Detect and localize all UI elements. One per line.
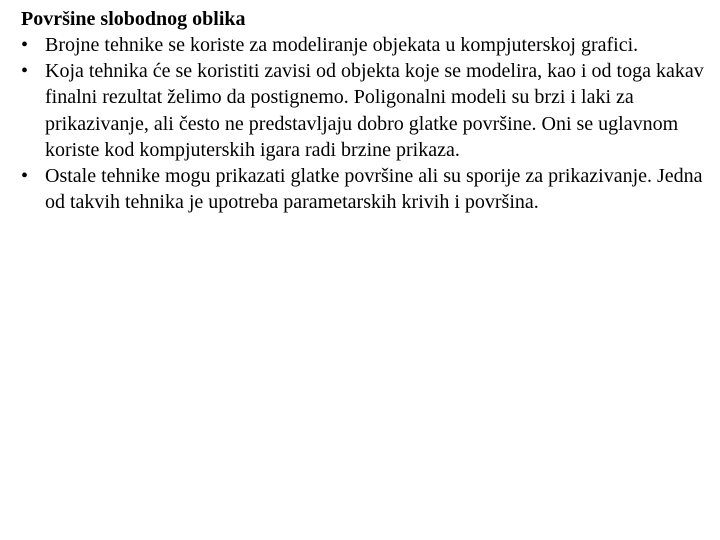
bullet-item bbox=[21, 32, 711, 58]
bullet-item bbox=[21, 163, 711, 215]
bullet-text: Brojne tehnike se koriste za modeliranje objekata u kompjuterskoj grafici. bbox=[45, 34, 639, 56]
bullet-point-icon: • bbox=[21, 60, 29, 83]
slide-title: Površine slobodnog oblika bbox=[21, 8, 246, 30]
bullet-text: Koja tehnika će se koristiti zavisi od objekta koje se modelira, kao i od toga kakav finalni rezultat želimo da postignemo. Poligonalni modeli su brzi i laki za prikazivanje, ali često ne predstavljaju dobro glatke površine. Oni se uglavnom koriste kod kompjuterskih igara radi brzine prikaza. bbox=[45, 60, 704, 161]
bullet-list bbox=[21, 32, 711, 215]
bullet-item bbox=[21, 58, 711, 163]
bullet-point-icon: • bbox=[21, 34, 29, 56]
bullet-point-icon: • bbox=[21, 165, 29, 188]
bullet-text: Ostale tehnike mogu prikazati glatke površine ali su sporije za prikazivanje. Jedna od takvih tehnika je upotreba parametarskih krivih i površina. bbox=[45, 165, 703, 214]
slide-content bbox=[21, 6, 711, 215]
